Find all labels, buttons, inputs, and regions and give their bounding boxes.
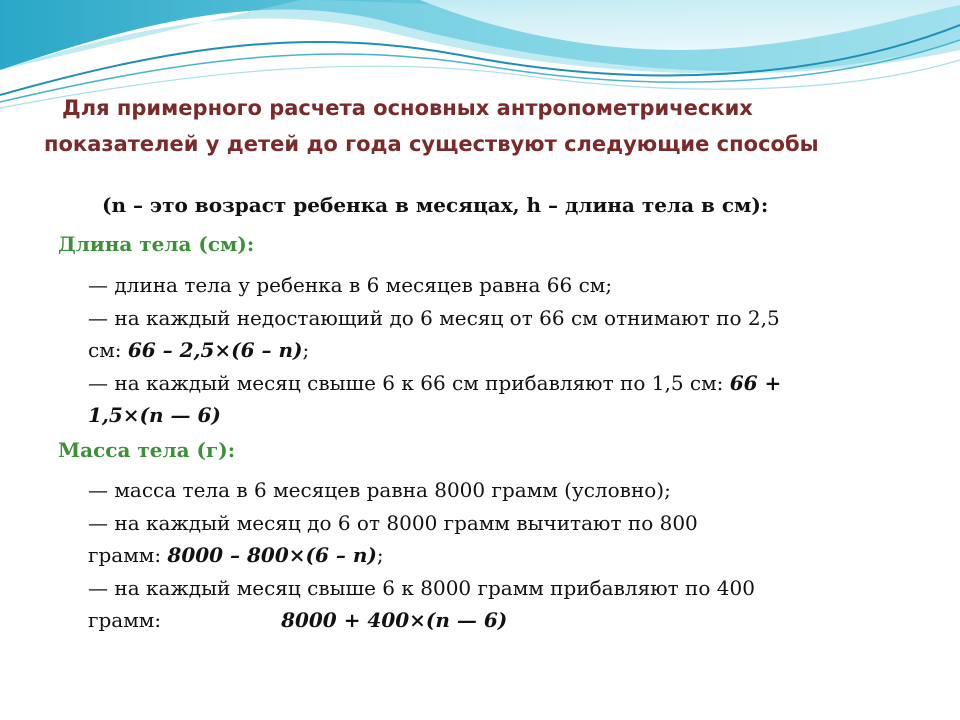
length-rule-3-suffix: ; [302,338,310,362]
mass-rule-5 [88,604,868,637]
length-rule-4 [88,367,868,400]
slide-title [40,90,920,162]
mass-rule-1: — масса тела в 6 месяцев равна 8000 грамм (условно); [88,478,671,502]
mass-heading: Масса тела (г): [58,438,236,462]
mass-rule-5-prefix: грамм: [88,608,162,632]
mass-formula-increase: 8000 + 400×(n — 6) [281,608,508,632]
mass-rule-4: — на каждый месяц свыше 6 к 8000 грамм прибавляют по 400 [88,575,755,600]
mass-rule-3 [88,539,868,572]
length-rule-3-prefix: см: [88,338,128,362]
mass-rule-3-suffix: ; [376,543,384,567]
mass-rule-3-prefix: грамм: [88,543,168,567]
length-rule-2: — на каждый недостающий до 6 месяц от 66 см отнимают по 2,5 [88,305,780,330]
length-rule-5 [88,399,868,432]
title-line-2: показателей у детей до года существуют следующие способы [44,132,819,156]
title-line-1: Для примерного расчета основных антропометрических [62,96,753,120]
length-formula-decrease: 66 – 2,5×(6 – n) [127,338,303,362]
length-rule-3 [88,334,868,367]
mass-formula-decrease: 8000 – 800×(6 – n) [167,543,377,567]
variables-note: (n – это возраст ребенка в месяцах, h – длина тела в см): [102,193,769,217]
length-formula-increase-b: 1,5×(n — 6) [88,403,221,427]
mass-rule-2: — на каждый месяц до 6 от 8000 грамм вычитают по 800 [88,510,698,535]
length-rule-4-prefix: — на каждый месяц свыше 6 к 66 см прибавляют по 1,5 см: [88,370,730,395]
length-heading: Длина тела (см): [58,232,255,256]
length-rule-1: — длина тела у ребенка в 6 месяцев равна 66 см; [88,273,613,297]
length-formula-increase-a: 66 + [729,370,782,395]
mass-rules [88,474,868,637]
length-rules [88,269,868,432]
